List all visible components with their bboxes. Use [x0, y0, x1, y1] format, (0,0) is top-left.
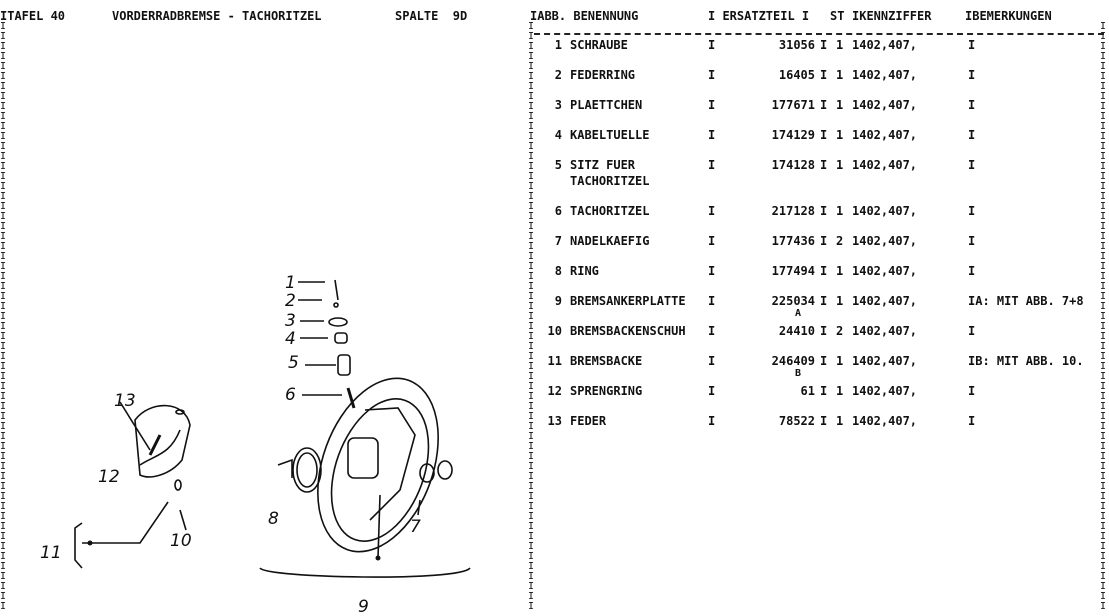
row-number: 1 [554, 38, 562, 52]
column-divider: I [820, 294, 828, 308]
row-number: 11 [547, 354, 562, 368]
callout-label: 7 [410, 517, 421, 537]
callout-label: 3 [285, 311, 296, 331]
kennziffer: 1402,407, [852, 324, 918, 338]
quantity: 1 [836, 38, 844, 52]
part-number: 31056 [778, 38, 815, 52]
remark: I [968, 324, 976, 338]
table-row [540, 264, 1105, 278]
column-divider: I [820, 158, 828, 172]
column-divider: I [820, 354, 828, 368]
callout-label: 6 [285, 385, 296, 405]
remark: I [968, 264, 976, 278]
table-row-continuation [540, 174, 1105, 188]
table-row [540, 204, 1105, 218]
quantity: 1 [836, 264, 844, 278]
column-divider: I [820, 98, 828, 112]
row-number: 12 [547, 384, 562, 398]
spalte-label: SPALTE 9D [395, 9, 468, 23]
kennziffer: 1402,407, [852, 98, 918, 112]
kennziffer: 1402,407, [852, 128, 918, 142]
kennziffer: 1402,407, [852, 38, 918, 52]
col-header-bemerkungen: IBEMERKUNGEN [965, 9, 1052, 23]
kennziffer: 1402,407, [852, 294, 918, 308]
quantity: 2 [836, 234, 844, 248]
kennziffer: 1402,407, [852, 234, 918, 248]
column-divider: I [708, 384, 716, 398]
kennziffer: 1402,407, [852, 264, 918, 278]
quantity: 1 [836, 128, 844, 142]
callout-label: 2 [285, 291, 296, 311]
part-number: 24410 [778, 324, 815, 338]
column-divider: I [708, 414, 716, 428]
column-divider: I [820, 414, 828, 428]
part-name: KABELTUELLE [570, 128, 650, 142]
column-divider: I [708, 98, 716, 112]
kennziffer: 1402,407, [852, 204, 918, 218]
column-divider: I [708, 38, 716, 52]
tafel-number: TAFEL 40 [7, 9, 66, 23]
part-name: TACHORITZEL [570, 204, 650, 218]
page-title: VORDERRADBREMSE - TACHORITZEL [112, 9, 322, 23]
quantity: 1 [836, 158, 844, 172]
kennziffer: 1402,407, [852, 68, 918, 82]
col-header-kennziffer: IKENNZIFFER [852, 9, 932, 23]
column-divider: I [820, 68, 828, 82]
column-divider: I [708, 234, 716, 248]
callout-label: 12 [98, 467, 120, 487]
part-number: 246409 [771, 354, 815, 368]
part-number: 177494 [771, 264, 815, 278]
part-number: 217128 [771, 204, 815, 218]
remark: I [968, 204, 976, 218]
header-separator [534, 33, 1104, 35]
part-name: SPRENGRING [570, 384, 643, 398]
quantity: 1 [836, 354, 844, 368]
row-number: 13 [547, 414, 562, 428]
table-row [540, 68, 1105, 82]
table-row [540, 128, 1105, 142]
row-number: 2 [554, 68, 562, 82]
column-divider: I [708, 204, 716, 218]
remark: I [968, 234, 976, 248]
remark: I [968, 98, 976, 112]
column-divider: I [820, 128, 828, 142]
row-number: 6 [554, 204, 562, 218]
row-number: 7 [554, 234, 562, 248]
remark: I [968, 158, 976, 172]
remark: I [968, 414, 976, 428]
row-number: 10 [547, 324, 562, 338]
quantity: 1 [836, 204, 844, 218]
kennziffer: 1402,407, [852, 414, 918, 428]
remark: I [968, 128, 976, 142]
quantity: 1 [836, 68, 844, 82]
table-row [540, 294, 1105, 308]
part-name: BREMSBACKE [570, 354, 643, 368]
table-row [540, 324, 1105, 338]
quantity: 2 [836, 324, 844, 338]
kennziffer: 1402,407, [852, 158, 918, 172]
kennziffer: 1402,407, [852, 384, 918, 398]
tafel-label: ITAFEL 40 [0, 9, 66, 23]
column-divider: I [708, 294, 716, 308]
row-number: 4 [554, 128, 562, 142]
quantity: 1 [836, 98, 844, 112]
column-divider: I [820, 264, 828, 278]
part-number: 174129 [771, 128, 815, 142]
row-number: 9 [554, 294, 562, 308]
col-header-abb: IABB. BENENNUNG [530, 9, 639, 23]
brake-shoe-outline [135, 406, 190, 477]
callout-label: 11 [40, 543, 62, 563]
row-number: 3 [554, 98, 562, 112]
remark-marker: A [795, 308, 802, 319]
part-name: SCHRAUBE [570, 38, 628, 52]
table-row [540, 234, 1105, 248]
column-divider: I [708, 68, 716, 82]
part-name: BREMSBACKENSCHUH [570, 324, 686, 338]
part-name-continued: TACHORITZEL [570, 174, 650, 188]
column-divider: I [708, 264, 716, 278]
part-number: 61 [800, 384, 815, 398]
quantity: 1 [836, 384, 844, 398]
column-divider: I [708, 158, 716, 172]
col-header-ersatzteil: I ERSATZTEIL I [708, 9, 810, 23]
part-name: FEDER [570, 414, 607, 428]
callout-label: 4 [285, 329, 296, 349]
column-divider: I [820, 234, 828, 248]
callout-label: 9 [358, 597, 369, 616]
left-border-marks: I I I I I I I I I I I I I I I I I I I I I I I I I I I I I I I I I I I I I I I I I I I I I I I I I I I I I I I I I I I [0, 21, 7, 612]
remark: IA: MIT ABB. 7+8 [968, 294, 1084, 308]
part-name: NADELKAEFIG [570, 234, 650, 248]
right-border-marks: I I I I I I I I I I I I I I I I I I I I I I I I I I I I I I I I I I I I I I I I I I I I I I I I I I I I I I I I I I I [1100, 21, 1107, 612]
column-divider: I [820, 38, 828, 52]
part-name: SITZ FUER [570, 158, 636, 172]
remark: I [968, 384, 976, 398]
part-name: BREMSANKERPLATTE [570, 294, 686, 308]
part-number: 174128 [771, 158, 815, 172]
table-row [540, 384, 1105, 398]
exploded-view-drawing [20, 260, 490, 616]
callout-label: 1 [285, 273, 296, 293]
part-name: PLAETTCHEN [570, 98, 643, 112]
quantity: 1 [836, 414, 844, 428]
column-divider: I [820, 324, 828, 338]
col-header-st: ST [830, 9, 845, 23]
table-row [540, 38, 1105, 52]
middle-border-marks: I I I I I I I I I I I I I I I I I I I I I I I I I I I I I I I I I I I I I I I I I I I I I I I I I I I I I I I I I I I [528, 21, 535, 612]
table-row [540, 158, 1105, 172]
callout-label: 13 [114, 391, 136, 411]
part-number: 225034 [771, 294, 815, 308]
column-divider: I [708, 324, 716, 338]
column-divider: I [820, 204, 828, 218]
part-number: 16405 [778, 68, 815, 82]
part-name: RING [570, 264, 599, 278]
quantity: 1 [836, 294, 844, 308]
part-number: 177436 [771, 234, 815, 248]
remark: I [968, 68, 976, 82]
column-divider: I [708, 128, 716, 142]
row-number: 8 [554, 264, 562, 278]
part-name: FEDERRING [570, 68, 636, 82]
remark-marker: B [795, 368, 802, 379]
part-number: 78522 [778, 414, 815, 428]
callout-label: 8 [268, 509, 279, 529]
part-number: 177671 [771, 98, 815, 112]
column-divider: I [708, 354, 716, 368]
callout-label: 5 [288, 353, 299, 373]
row-number: 5 [554, 158, 562, 172]
remark: IB: MIT ABB. 10. [968, 354, 1084, 368]
callout-label: 10 [170, 531, 192, 551]
table-row [540, 414, 1105, 428]
remark: I [968, 38, 976, 52]
table-row [540, 98, 1105, 112]
kennziffer: 1402,407, [852, 354, 918, 368]
column-divider: I [820, 384, 828, 398]
table-row [540, 354, 1105, 368]
